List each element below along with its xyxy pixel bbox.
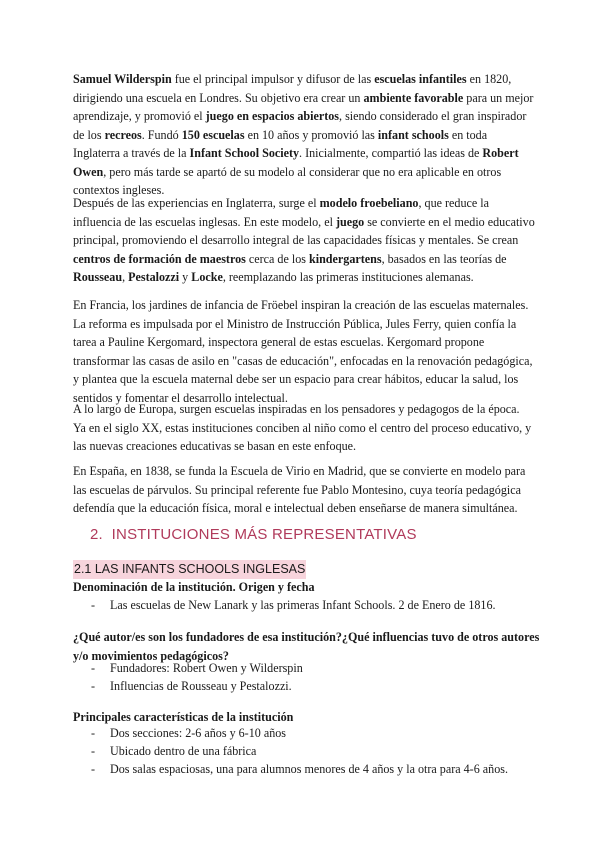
text-run: , que reduce la influencia de las escuelas inglesas. En este modelo, el [73, 196, 489, 229]
text-run: Después de las experiencias en Inglaterra, surge el [73, 196, 320, 210]
bullet-list-denominacion [73, 596, 543, 614]
text-run: En España, en 1838, se funda la Escuela de Virio en Madrid, que se convierte en modelo para las escuelas de párvulos. Su principal referente fue Pablo Montesino, cuya teoría pedagógica defendía que la educación física, moral e intelectual deben enseñarse de manera simultánea. [73, 464, 526, 515]
section-heading [90, 526, 417, 545]
bold-term: modelo froebeliano [319, 196, 419, 210]
block-label-caracteristicas: Principales características de la institución [73, 710, 294, 724]
bullet-dash: - [91, 598, 96, 612]
list-item-text: Ubicado dentro de una fábrica [110, 744, 257, 758]
bold-term: ambiente favorable [363, 90, 464, 105]
text-run: . Fundó [141, 127, 182, 142]
list-item [73, 659, 543, 677]
text-run: para un mejor aprendizaje, y promovió el [73, 90, 534, 123]
bullet-list-caracteristicas [73, 724, 543, 778]
paragraph-francia [73, 296, 535, 407]
text-run: , pero más tarde se apartó de su modelo al considerar que no era aplicable en otros contextos ingleses. [73, 164, 502, 197]
bold-term: juego en espacios abiertos [205, 109, 340, 123]
paragraph-espana [73, 462, 535, 518]
bullet-dash: - [91, 679, 96, 693]
list-item [73, 742, 543, 760]
text-run: A lo largo de Europa, surgen escuelas inspiradas en los pensadores y pedagogos de la época. Ya en el siglo XX, estas instituciones conciben al niño como el centro del proceso educativo, y las nuevas creaciones educativas se basan en este enfoque. [73, 402, 532, 453]
bullet-list-fundadores [73, 659, 543, 695]
block-label-denominacion: Denominación de la institución. Origen y fecha [73, 580, 315, 594]
text-run: , siendo considerado el gran inspirador de los [73, 109, 527, 142]
bold-term: infant schools [377, 127, 449, 142]
text-run: En Francia, los jardines de infancia de Fröebel inspiran la creación de las escuelas maternales. La reforma es impulsada por el Ministro de Instrucción Pública, Jules Ferry, quien confía la tarea a Pauline Kergomard, inspectora general de estas escuelas. Kergomard propone transformar las casas de asilo en "casas de educación", enfocadas en la renovación pedagógica, y plantea que la escuela maternal debe ser un espacio para crear hábitos, educar la salud, los sentidos y fomentar el desarrollo intelectual. [73, 298, 533, 405]
bullet-dash: - [91, 762, 96, 776]
text-run: fue el principal impulsor y difusor de las [171, 72, 375, 86]
paragraph-froebel [73, 194, 535, 287]
list-item [73, 677, 543, 695]
bold-term: 150 escuelas [181, 127, 245, 142]
text-run: en 1820, dirigiendo una escuela en Londres. Su objetivo era crear un [73, 72, 512, 105]
bold-term: Locke [191, 270, 223, 284]
bold-term: juego [335, 214, 365, 229]
list-item [73, 596, 543, 614]
text-run: en toda Inglaterra a través de la [73, 127, 488, 160]
list-item-text: Las escuelas de New Lanark y las primeras Infant Schools. 2 de Enero de 1816. [110, 598, 496, 612]
list-item-text: Dos salas espaciosas, una para alumnos menores de 4 años y la otra para 4-6 años. [110, 762, 508, 776]
text-run: , [122, 270, 129, 284]
list-item [73, 724, 543, 742]
text-run: , basados en las teorías de [381, 251, 507, 266]
bullet-dash: - [91, 661, 96, 675]
paragraph-europa [73, 400, 535, 456]
bold-term: kindergartens [309, 251, 382, 266]
text-run: . Inicialmente, compartió las ideas de [299, 146, 483, 160]
bullet-dash: - [91, 744, 96, 758]
bold-term: Infant School Society [189, 146, 300, 160]
section-number: 2. [90, 526, 103, 543]
list-item [73, 760, 543, 778]
bold-term: recreos [104, 127, 142, 142]
list-item-text: Influencias de Rousseau y Pestalozzi. [110, 679, 292, 693]
list-item-text: Fundadores: Robert Owen y Wilderspin [110, 661, 303, 675]
text-run: , reemplazando las primeras instituciones alemanas. [222, 270, 474, 284]
text-run: se convierte en el medio educativo principal, promoviendo el desarrollo integral de las capacidades físicas y mentales. Se crean [73, 214, 535, 247]
paragraph-wilderspin [73, 70, 535, 200]
bold-term: escuelas infantiles [374, 72, 467, 86]
bold-term: Robert Owen [73, 146, 519, 179]
text-run: y [179, 270, 192, 284]
list-item-text: Dos secciones: 2-6 años y 6-10 años [110, 726, 286, 740]
bold-term: centros de formación de maestros [73, 251, 246, 266]
block-label-fundadores: ¿Qué autor/es son los fundadores de esa institución?¿Qué influencias tuvo de otros autores y/o movimientos pedagógicos? [73, 630, 540, 663]
bold-term: Samuel Wilderspin [73, 72, 172, 86]
bold-term: Pestalozzi [128, 270, 180, 284]
section-title: INSTITUCIONES MÁS REPRESENTATIVAS [111, 526, 417, 543]
bold-term: Rousseau [73, 270, 123, 284]
text-run: cerca de los [245, 251, 309, 266]
bullet-dash: - [91, 726, 96, 740]
subsection-heading: 2.1 LAS INFANTS SCHOOLS INGLESAS [73, 560, 306, 579]
text-run: en 10 años y promovió las [244, 127, 378, 142]
